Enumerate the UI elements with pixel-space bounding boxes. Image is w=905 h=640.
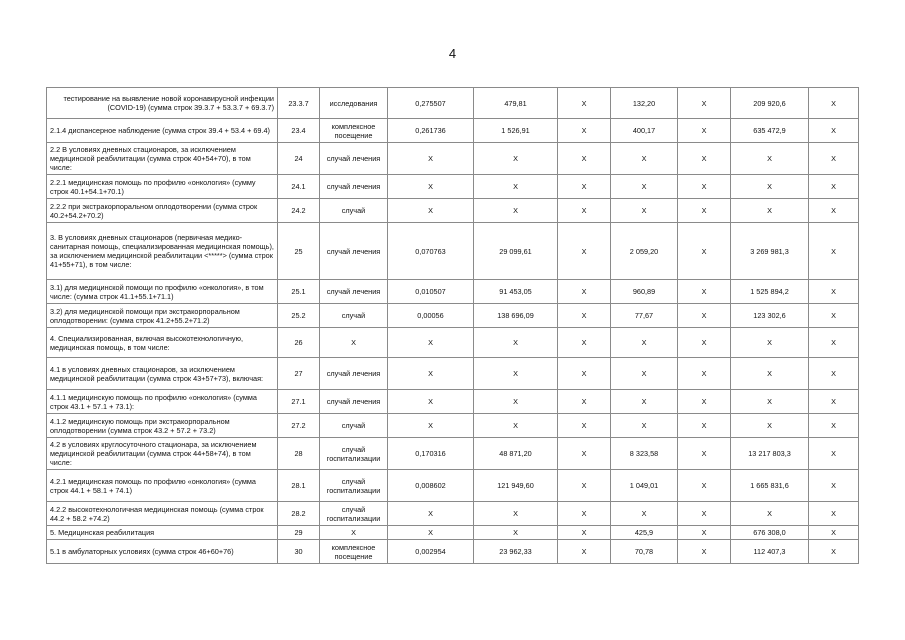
row-name-cell: 4.1.2 медицинскую помощь при экстракорпоральном оплодотворении (сумма строк 43.2 + 57.2 + 73.2) (47, 414, 278, 438)
row-code-cell: 29 (278, 526, 320, 540)
value-cell-v4: 132,20 (611, 88, 678, 119)
table-row (47, 280, 859, 304)
table-row (47, 438, 859, 470)
value-cell-v6: 13 217 803,3 (731, 438, 809, 470)
row-name-cell: 2.2.1 медицинская помощь по профилю «онкология» (сумму строк 40.1+54.1+70.1) (47, 175, 278, 199)
table-row (47, 88, 859, 119)
value-cell-v5: X (678, 390, 731, 414)
unit-cell: случай лечения (320, 223, 388, 280)
value-cell-v3: X (558, 199, 611, 223)
value-cell-v2: 138 696,09 (474, 304, 558, 328)
value-cell-v7: X (809, 223, 859, 280)
value-cell-v4: 2 059,20 (611, 223, 678, 280)
row-name-cell: 3.1) для медицинской помощи по профилю «онкология», в том числе: (сумма строк 41.1+55.1+71.1) (47, 280, 278, 304)
value-cell-v2: 91 453,05 (474, 280, 558, 304)
value-cell-v6: 1 665 831,6 (731, 470, 809, 502)
row-name-cell: 4. Специализированная, включая высокотехнологичную, медицинская помощь, в том числе: (47, 328, 278, 358)
value-cell-v6: 635 472,9 (731, 119, 809, 143)
value-cell-v7: X (809, 414, 859, 438)
value-cell-v2: X (474, 390, 558, 414)
page-number: 4 (448, 46, 457, 61)
value-cell-v7: X (809, 390, 859, 414)
unit-cell: случай госпитализации (320, 470, 388, 502)
table-row (47, 175, 859, 199)
value-cell-v6: X (731, 390, 809, 414)
value-cell-v2: 479,81 (474, 88, 558, 119)
value-cell-v3: X (558, 526, 611, 540)
value-cell-v6: X (731, 199, 809, 223)
value-cell-v4: 1 049,01 (611, 470, 678, 502)
row-code-cell: 28.2 (278, 502, 320, 526)
value-cell-v1: 0,010507 (388, 280, 474, 304)
value-cell-v4: X (611, 502, 678, 526)
row-code-cell: 24.2 (278, 199, 320, 223)
value-cell-v2: X (474, 175, 558, 199)
value-cell-v5: X (678, 199, 731, 223)
row-name-cell: 4.1.1 медицинскую помощь по профилю «онкология» (сумма строк 43.1 + 57.1 + 73.1): (47, 390, 278, 414)
row-code-cell: 23.3.7 (278, 88, 320, 119)
value-cell-v3: X (558, 470, 611, 502)
table-row (47, 390, 859, 414)
value-cell-v6: 112 407,3 (731, 540, 809, 564)
value-cell-v1: X (388, 143, 474, 175)
row-code-cell: 27 (278, 358, 320, 390)
row-code-cell: 28 (278, 438, 320, 470)
value-cell-v5: X (678, 414, 731, 438)
value-cell-v6: 123 302,6 (731, 304, 809, 328)
row-code-cell: 24.1 (278, 175, 320, 199)
value-cell-v1: 0,261736 (388, 119, 474, 143)
row-code-cell: 28.1 (278, 470, 320, 502)
row-code-cell: 27.2 (278, 414, 320, 438)
unit-cell: X (320, 328, 388, 358)
value-cell-v2: 29 099,61 (474, 223, 558, 280)
value-cell-v2: X (474, 414, 558, 438)
unit-cell: случай лечения (320, 358, 388, 390)
value-cell-v7: X (809, 328, 859, 358)
table-row (47, 119, 859, 143)
value-cell-v1: X (388, 502, 474, 526)
value-cell-v4: X (611, 414, 678, 438)
table-row (47, 328, 859, 358)
financing-table (46, 87, 859, 564)
unit-cell: случай (320, 414, 388, 438)
row-name-cell: 4.2 в условиях круглосуточного стационара, за исключением медицинской реабилитации (сумма строк 44+58+74), в том числе: (47, 438, 278, 470)
value-cell-v1: 0,00056 (388, 304, 474, 328)
value-cell-v7: X (809, 280, 859, 304)
value-cell-v7: X (809, 175, 859, 199)
value-cell-v2: 121 949,60 (474, 470, 558, 502)
row-code-cell: 25.2 (278, 304, 320, 328)
value-cell-v5: X (678, 470, 731, 502)
value-cell-v1: 0,008602 (388, 470, 474, 502)
value-cell-v2: X (474, 526, 558, 540)
table-row (47, 199, 859, 223)
table-row (47, 526, 859, 540)
value-cell-v4: X (611, 390, 678, 414)
unit-cell: комплексное посещение (320, 540, 388, 564)
value-cell-v4: X (611, 175, 678, 199)
value-cell-v7: X (809, 502, 859, 526)
value-cell-v7: X (809, 438, 859, 470)
value-cell-v3: X (558, 280, 611, 304)
row-code-cell: 23.4 (278, 119, 320, 143)
value-cell-v7: X (809, 88, 859, 119)
unit-cell: случай лечения (320, 175, 388, 199)
value-cell-v3: X (558, 175, 611, 199)
value-cell-v1: 0,170316 (388, 438, 474, 470)
value-cell-v6: 1 525 894,2 (731, 280, 809, 304)
value-cell-v4: X (611, 143, 678, 175)
value-cell-v5: X (678, 540, 731, 564)
value-cell-v7: X (809, 526, 859, 540)
unit-cell: случай лечения (320, 143, 388, 175)
value-cell-v1: X (388, 414, 474, 438)
value-cell-v4: X (611, 199, 678, 223)
value-cell-v3: X (558, 358, 611, 390)
unit-cell: X (320, 526, 388, 540)
value-cell-v5: X (678, 526, 731, 540)
table-row (47, 540, 859, 564)
value-cell-v6: 676 308,0 (731, 526, 809, 540)
value-cell-v5: X (678, 358, 731, 390)
row-name-cell: тестирование на выявление новой коронавирусной инфекции (COVID-19) (сумма строк 39.3.7 + 53.3.7 + 69.3.7) (47, 88, 278, 119)
row-code-cell: 25.1 (278, 280, 320, 304)
value-cell-v5: X (678, 304, 731, 328)
value-cell-v3: X (558, 143, 611, 175)
value-cell-v5: X (678, 175, 731, 199)
row-name-cell: 2.2.2 при экстракорпоральном оплодотворении (сумма строк 40.2+54.2+70.2) (47, 199, 278, 223)
table-row (47, 223, 859, 280)
value-cell-v3: X (558, 119, 611, 143)
unit-cell: исследования (320, 88, 388, 119)
table-row (47, 304, 859, 328)
value-cell-v6: 3 269 981,3 (731, 223, 809, 280)
value-cell-v6: X (731, 414, 809, 438)
row-name-cell: 2.1.4 диспансерное наблюдение (сумма строк 39.4 + 53.4 + 69.4) (47, 119, 278, 143)
row-name-cell: 4.2.2 высокотехнологичная медицинская помощь (сумма строк 44.2 + 58.2 +74.2) (47, 502, 278, 526)
row-name-cell: 5. Медицинская реабилитация (47, 526, 278, 540)
value-cell-v3: X (558, 414, 611, 438)
value-cell-v3: X (558, 304, 611, 328)
value-cell-v4: 425,9 (611, 526, 678, 540)
value-cell-v1: X (388, 199, 474, 223)
value-cell-v1: 0,002954 (388, 540, 474, 564)
unit-cell: комплексное посещение (320, 119, 388, 143)
value-cell-v5: X (678, 502, 731, 526)
value-cell-v6: X (731, 502, 809, 526)
value-cell-v7: X (809, 470, 859, 502)
row-code-cell: 26 (278, 328, 320, 358)
value-cell-v2: X (474, 328, 558, 358)
value-cell-v6: X (731, 143, 809, 175)
table-row (47, 502, 859, 526)
value-cell-v2: X (474, 502, 558, 526)
value-cell-v6: X (731, 328, 809, 358)
value-cell-v1: X (388, 328, 474, 358)
value-cell-v5: X (678, 438, 731, 470)
value-cell-v5: X (678, 88, 731, 119)
value-cell-v2: X (474, 199, 558, 223)
value-cell-v2: 1 526,91 (474, 119, 558, 143)
row-name-cell: 4.1 в условиях дневных стационаров, за исключением медицинской реабилитации (сумма строк 43+57+73), включая: (47, 358, 278, 390)
value-cell-v3: X (558, 502, 611, 526)
row-code-cell: 27.1 (278, 390, 320, 414)
value-cell-v3: X (558, 438, 611, 470)
table-row (47, 470, 859, 502)
unit-cell: случай (320, 199, 388, 223)
value-cell-v4: 400,17 (611, 119, 678, 143)
value-cell-v1: X (388, 526, 474, 540)
value-cell-v2: 23 962,33 (474, 540, 558, 564)
value-cell-v7: X (809, 143, 859, 175)
value-cell-v5: X (678, 223, 731, 280)
unit-cell: случай госпитализации (320, 438, 388, 470)
row-name-cell: 5.1 в амбулаторных условиях (сумма строк 46+60+76) (47, 540, 278, 564)
value-cell-v5: X (678, 119, 731, 143)
value-cell-v7: X (809, 358, 859, 390)
table-row (47, 414, 859, 438)
value-cell-v1: 0,070763 (388, 223, 474, 280)
unit-cell: случай лечения (320, 390, 388, 414)
row-code-cell: 25 (278, 223, 320, 280)
value-cell-v2: X (474, 358, 558, 390)
value-cell-v3: X (558, 390, 611, 414)
table-row (47, 143, 859, 175)
row-name-cell: 4.2.1 медицинская помощь по профилю «онкология» (сумма строк 44.1 + 58.1 + 74.1) (47, 470, 278, 502)
value-cell-v6: X (731, 175, 809, 199)
value-cell-v3: X (558, 328, 611, 358)
value-cell-v4: 70,78 (611, 540, 678, 564)
value-cell-v2: X (474, 143, 558, 175)
row-name-cell: 2.2 В условиях дневных стационаров, за исключением медицинской реабилитации (сумма строк 40+54+70), в том числе: (47, 143, 278, 175)
row-code-cell: 24 (278, 143, 320, 175)
row-name-cell: 3.2) для медицинской помощи при экстракорпоральном оплодотворении: (сумма строк 41.2+55.2+71.2) (47, 304, 278, 328)
value-cell-v1: X (388, 358, 474, 390)
row-name-cell: 3. В условиях дневных стационаров (первичная медико-санитарная помощь, специализированная медицинская помощь), за исключением медицинской реабилитации <*****> (сумма строк 41+55+71), в том числе: (47, 223, 278, 280)
value-cell-v4: 8 323,58 (611, 438, 678, 470)
value-cell-v7: X (809, 119, 859, 143)
unit-cell: случай (320, 304, 388, 328)
value-cell-v7: X (809, 540, 859, 564)
value-cell-v5: X (678, 143, 731, 175)
table-body (47, 88, 859, 564)
value-cell-v4: X (611, 358, 678, 390)
value-cell-v2: 48 871,20 (474, 438, 558, 470)
value-cell-v6: 209 920,6 (731, 88, 809, 119)
unit-cell: случай лечения (320, 280, 388, 304)
value-cell-v6: X (731, 358, 809, 390)
value-cell-v7: X (809, 199, 859, 223)
value-cell-v1: X (388, 175, 474, 199)
value-cell-v5: X (678, 280, 731, 304)
value-cell-v1: 0,275507 (388, 88, 474, 119)
value-cell-v4: 77,67 (611, 304, 678, 328)
value-cell-v5: X (678, 328, 731, 358)
value-cell-v7: X (809, 304, 859, 328)
value-cell-v1: X (388, 390, 474, 414)
value-cell-v4: 960,89 (611, 280, 678, 304)
value-cell-v3: X (558, 223, 611, 280)
value-cell-v3: X (558, 88, 611, 119)
table-row (47, 358, 859, 390)
value-cell-v3: X (558, 540, 611, 564)
unit-cell: случай госпитализации (320, 502, 388, 526)
value-cell-v4: X (611, 328, 678, 358)
row-code-cell: 30 (278, 540, 320, 564)
